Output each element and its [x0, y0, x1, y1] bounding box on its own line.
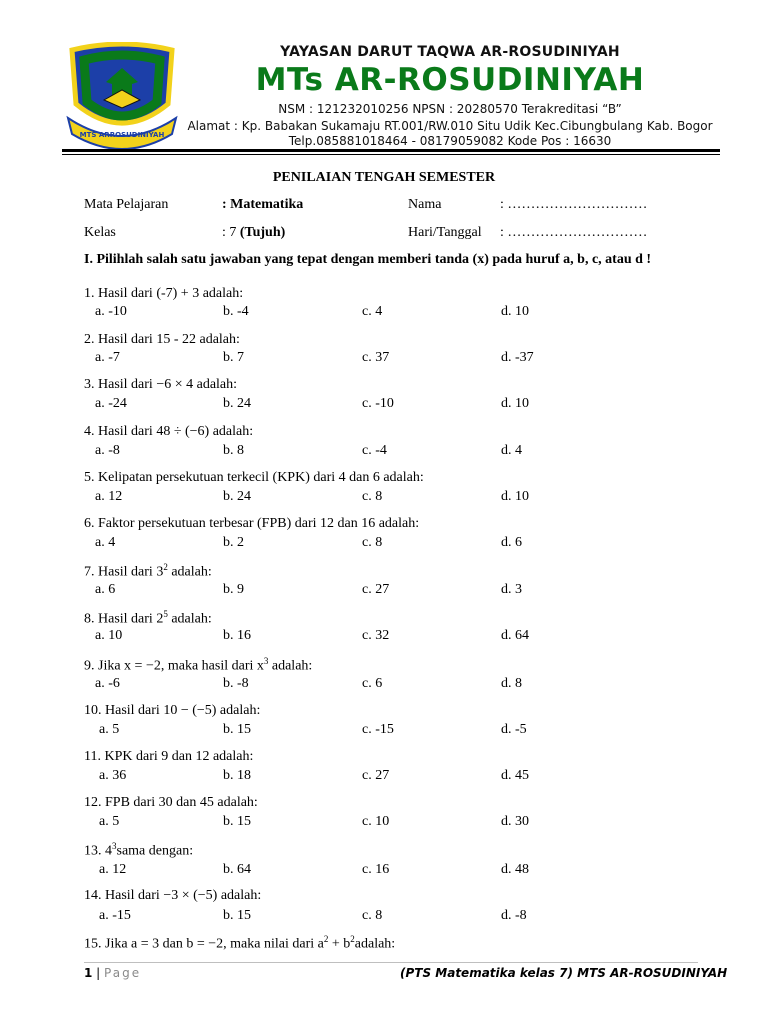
- q5-option-b[interactable]: b. 24: [223, 489, 251, 504]
- question-6: 6. Faktor persekutuan terbesar (FPB) dari 12 dan 16 adalah:: [84, 516, 420, 531]
- q5-option-a[interactable]: a. 12: [95, 489, 123, 504]
- foundation-name: YAYASAN DARUT TAQWA AR-ROSUDINIYAH: [280, 44, 620, 60]
- subject-label: Mata Pelajaran: [84, 197, 169, 212]
- school-name: MTs AR-ROSUDINIYAH: [255, 62, 645, 98]
- question-11: 11. KPK dari 9 dan 12 adalah:: [84, 749, 254, 764]
- q7-option-a[interactable]: a. 6: [95, 582, 116, 597]
- q2-option-d[interactable]: d. -37: [501, 350, 534, 365]
- page-number: [84, 966, 141, 980]
- school-address: Alamat : Kp. Babakan Sukamaju RT.001/RW.010 Situ Udik Kec.Cibungbulang Kab. Bogor: [187, 119, 713, 133]
- logo-banner-text: MTS ARROSUDINIYAH: [79, 131, 165, 139]
- q13-option-b[interactable]: b. 64: [223, 862, 251, 877]
- q14-option-a[interactable]: a. -15: [99, 908, 131, 923]
- q15-text-mid: + b: [328, 936, 351, 952]
- q12-option-b[interactable]: b. 15: [223, 814, 251, 829]
- q9-exponent: 3: [263, 656, 269, 666]
- q5-option-d[interactable]: d. 10: [501, 489, 529, 504]
- q15-exponent-a: 2: [323, 934, 329, 944]
- q13-text-end: sama dengan:: [116, 843, 194, 859]
- class-name: (Tujuh): [239, 225, 286, 240]
- q11-option-c[interactable]: c. 27: [362, 768, 390, 783]
- q2-option-a[interactable]: a. -7: [95, 350, 120, 365]
- section-instruction: I. Pilihlah salah satu jawaban yang tepat dengan memberi tanda (x) pada huruf a, b, c, atau d !: [84, 252, 652, 267]
- q13-exponent: 3: [112, 841, 117, 851]
- q10-option-a[interactable]: a. 5: [99, 722, 120, 737]
- q3-option-a[interactable]: a. -24: [95, 396, 127, 411]
- q7-option-c[interactable]: c. 27: [362, 582, 390, 597]
- name-label: Nama: [408, 197, 442, 212]
- footer-divider: [84, 962, 698, 963]
- q15-exponent-b: 2: [350, 934, 355, 944]
- question-13: [84, 841, 193, 860]
- exam-title: PENILAIAN TENGAH SEMESTER: [272, 170, 496, 185]
- q12-option-a[interactable]: a. 5: [99, 814, 120, 829]
- q13-option-d[interactable]: d. 48: [501, 862, 529, 877]
- q2-option-b[interactable]: b. 7: [223, 350, 244, 365]
- q7-option-d[interactable]: d. 3: [501, 582, 522, 597]
- q9-text: 9. Jika x = −2, maka hasil dari x: [84, 658, 264, 674]
- q4-option-b[interactable]: b. 8: [223, 443, 244, 458]
- date-label: Hari/Tanggal: [408, 225, 482, 240]
- q2-option-c[interactable]: c. 37: [362, 350, 390, 365]
- name-value[interactable]: : …………………………: [500, 197, 648, 212]
- footer-title: (PTS Matematika kelas 7) MTS AR-ROSUDINIYAH: [400, 966, 728, 980]
- question-2: 2. Hasil dari 15 - 22 adalah:: [84, 332, 240, 347]
- question-3: 3. Hasil dari −6 × 4 adalah:: [84, 377, 238, 392]
- q10-option-d[interactable]: d. -5: [501, 722, 527, 737]
- q14-option-d[interactable]: d. -8: [501, 908, 527, 923]
- question-7: [84, 562, 212, 581]
- question-9: [84, 656, 312, 675]
- q6-option-b[interactable]: b. 2: [223, 535, 244, 550]
- q8-option-a[interactable]: a. 10: [95, 628, 123, 643]
- q13-option-a[interactable]: a. 12: [99, 862, 127, 877]
- q14-option-c[interactable]: c. 8: [362, 908, 383, 923]
- q13-option-c[interactable]: c. 16: [362, 862, 390, 877]
- page-number-value: 1: [84, 966, 93, 980]
- question-1: 1. Hasil dari (-7) + 3 adalah:: [84, 286, 244, 301]
- q12-option-c[interactable]: c. 10: [362, 814, 390, 829]
- question-4: 4. Hasil dari 48 ÷ (−6) adalah:: [84, 424, 254, 439]
- q8-text: 8. Hasil dari 2: [84, 611, 164, 627]
- q8-option-b[interactable]: b. 16: [223, 628, 251, 643]
- registration-info: NSM : 121232010256 NPSN : 20280570 Terakreditasi “B”: [278, 102, 622, 116]
- q6-option-c[interactable]: c. 8: [362, 535, 383, 550]
- q9-option-d[interactable]: d. 8: [501, 676, 522, 691]
- q14-option-b[interactable]: b. 15: [223, 908, 251, 923]
- q7-exponent: 2: [163, 562, 168, 572]
- q1-option-d[interactable]: d. 10: [501, 304, 529, 319]
- class-prefix: : 7: [222, 225, 240, 240]
- q6-option-a[interactable]: a. 4: [95, 535, 116, 550]
- q7-text: 7. Hasil dari 3: [84, 564, 164, 580]
- school-logo: [64, 42, 180, 152]
- q13-text: 13. 4: [84, 843, 112, 859]
- class-value: [222, 225, 285, 241]
- q7-text-end: adalah:: [167, 564, 212, 580]
- q4-option-a[interactable]: a. -8: [95, 443, 120, 458]
- q12-option-d[interactable]: d. 30: [501, 814, 529, 829]
- question-10: 10. Hasil dari 10 − (−5) adalah:: [84, 703, 261, 718]
- q15-text: 15. Jika a = 3 dan b = −2, maka nilai dari a: [84, 936, 324, 952]
- q15-text-end: adalah:: [354, 936, 396, 952]
- q4-option-d[interactable]: d. 4: [501, 443, 522, 458]
- q1-option-c[interactable]: c. 4: [362, 304, 383, 319]
- q9-option-b[interactable]: b. -8: [223, 676, 249, 691]
- q9-option-c[interactable]: c. 6: [362, 676, 383, 691]
- q3-option-d[interactable]: d. 10: [501, 396, 529, 411]
- q4-option-c[interactable]: c. -4: [362, 443, 387, 458]
- q3-option-b[interactable]: b. 24: [223, 396, 251, 411]
- q6-option-d[interactable]: d. 6: [501, 535, 522, 550]
- q10-option-b[interactable]: b. 15: [223, 722, 251, 737]
- page-separator: |: [92, 966, 105, 980]
- q5-option-c[interactable]: c. 8: [362, 489, 383, 504]
- question-8: [84, 609, 212, 628]
- q8-text-end: adalah:: [167, 611, 212, 627]
- q3-option-c[interactable]: c. -10: [362, 396, 394, 411]
- q7-option-b[interactable]: b. 9: [223, 582, 244, 597]
- header-rule-thick: [62, 149, 720, 152]
- question-14: 14. Hasil dari −3 × (−5) adalah:: [84, 888, 262, 903]
- class-label: Kelas: [84, 225, 116, 240]
- q1-option-a[interactable]: a. -10: [95, 304, 127, 319]
- subject-value: : Matematika: [222, 197, 304, 212]
- question-5: 5. Kelipatan persekutuan terkecil (KPK) dari 4 dan 6 adalah:: [84, 470, 424, 485]
- q11-option-b[interactable]: b. 18: [223, 768, 251, 783]
- q8-option-c[interactable]: c. 32: [362, 628, 390, 643]
- q9-text-end: adalah:: [268, 658, 313, 674]
- q1-option-b[interactable]: b. -4: [223, 304, 249, 319]
- q8-option-d[interactable]: d. 64: [501, 628, 529, 643]
- q9-option-a[interactable]: a. -6: [95, 676, 120, 691]
- date-value[interactable]: : …………………………: [500, 225, 648, 240]
- page-word: Page: [104, 966, 142, 980]
- question-15: [84, 934, 395, 953]
- question-12: 12. FPB dari 30 dan 45 adalah:: [84, 795, 258, 810]
- school-contact: Telp.085881018464 - 08179059082 Kode Pos : 16630: [288, 134, 612, 148]
- q8-exponent: 5: [163, 609, 168, 619]
- q10-option-c[interactable]: c. -15: [362, 722, 394, 737]
- q11-option-d[interactable]: d. 45: [501, 768, 529, 783]
- header-rule-thin: [62, 154, 720, 155]
- q11-option-a[interactable]: a. 36: [99, 768, 127, 783]
